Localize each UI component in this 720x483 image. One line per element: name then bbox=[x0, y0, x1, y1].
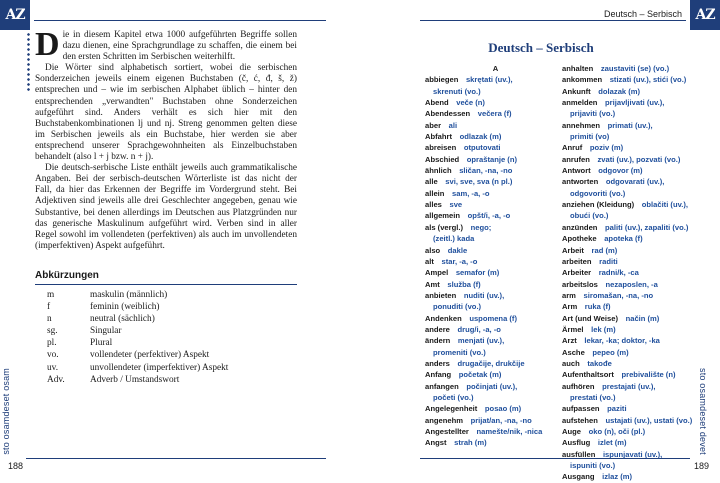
serbian-translation: otputovati bbox=[463, 143, 501, 153]
german-term: also bbox=[425, 245, 441, 255]
serbian-translation: sve bbox=[449, 200, 463, 210]
serbian-translation: pepeo (m) bbox=[592, 347, 629, 357]
german-term: anziehen (Kleidung) bbox=[562, 200, 635, 210]
german-term: anhalten bbox=[562, 64, 594, 73]
serbian-translation: svi, sve, sva (n pl.) bbox=[445, 177, 513, 187]
german-term: Abfahrt bbox=[425, 132, 452, 142]
dictionary-entry bbox=[425, 358, 560, 369]
dictionary-entry bbox=[425, 267, 560, 278]
serbian-translation: drugačije, drukčije bbox=[457, 358, 525, 368]
dictionary-entry bbox=[562, 188, 697, 199]
german-term: Ausgang bbox=[562, 472, 595, 482]
serbian-translation: menjati (uv.), bbox=[457, 336, 505, 346]
abbreviation-key: pl. bbox=[47, 338, 57, 349]
dictionary-entry bbox=[562, 358, 697, 369]
dictionary-entry bbox=[425, 222, 560, 233]
serbian-translation: izlaz (m) bbox=[602, 472, 633, 482]
abbreviation-key: f bbox=[47, 302, 51, 313]
german-term: Angestellter bbox=[425, 427, 469, 436]
dictionary-entry bbox=[562, 460, 697, 471]
decorative-dot-bar bbox=[26, 32, 31, 92]
german-term: Aufenthaltsort bbox=[562, 370, 614, 380]
german-term: Arzt bbox=[562, 336, 577, 346]
abbreviation-value: vollendeter (perfektiver) Aspekt bbox=[90, 350, 210, 361]
abbreviations-title: Abkürzungen bbox=[35, 270, 297, 285]
serbian-translation: odgovor (m) bbox=[598, 166, 643, 176]
german-term: Arm bbox=[562, 302, 578, 312]
dictionary-column-2 bbox=[562, 63, 697, 483]
serbian-translation: namešte/nik, -nica bbox=[476, 427, 543, 436]
dictionary-entry bbox=[562, 267, 697, 278]
dictionary-entry bbox=[425, 290, 560, 301]
dictionary-entry bbox=[425, 301, 560, 312]
intro-paragraph-1 bbox=[35, 26, 297, 63]
section-title: Deutsch – Serbisch bbox=[488, 40, 594, 55]
german-term: Ampel bbox=[425, 268, 449, 278]
serbian-translation: nezaposlen, -a bbox=[605, 279, 658, 289]
serbian-translation: počinjati (uv.), bbox=[466, 381, 518, 391]
intro-p1-text: ie in diesem Kapitel etwa 1000 aufgeführten Begriffe sollen dazu dienen, eine Sprachgrundlage zu schaffen, die einem bei den ersten Schritten im Serbischen weiterhilft. bbox=[62, 30, 297, 63]
abbreviation-row bbox=[47, 313, 297, 325]
serbian-translation: ispuniti (vo.) bbox=[570, 461, 616, 471]
german-term: aufpassen bbox=[562, 404, 600, 414]
serbian-translation: stizati (uv.), stići (vo.) bbox=[609, 75, 687, 85]
german-term: aber bbox=[425, 120, 442, 130]
serbian-translation: početak (m) bbox=[458, 370, 502, 380]
serbian-translation: star, -a, -o bbox=[441, 256, 478, 266]
serbian-translation: ustajati (uv.), ustati (vo.) bbox=[605, 415, 693, 425]
dictionary-entry bbox=[425, 86, 560, 97]
running-head: Deutsch – Serbisch bbox=[603, 9, 682, 19]
serbian-translation: opšt/i, -a, -o bbox=[467, 211, 511, 221]
german-term: Angelegenheit bbox=[425, 404, 478, 414]
serbian-translation: prijaviti (vo.) bbox=[570, 109, 616, 119]
header-rule-right bbox=[420, 20, 686, 21]
german-term: arbeiten bbox=[562, 256, 592, 266]
german-term: Abendessen bbox=[425, 109, 471, 119]
german-term: Ärmel bbox=[562, 324, 584, 334]
dictionary-entry bbox=[425, 210, 560, 221]
dictionary-entry bbox=[562, 301, 697, 312]
page-number-right: 189 bbox=[694, 461, 710, 471]
page-number-left: 188 bbox=[8, 461, 24, 471]
dictionary-column-1 bbox=[425, 63, 560, 449]
serbian-translation: obući (vo.) bbox=[570, 211, 609, 221]
german-term: Art (und Weise) bbox=[562, 313, 618, 323]
german-term: ähnlich bbox=[425, 166, 452, 176]
german-term: ankommen bbox=[562, 75, 603, 85]
serbian-translation: rad (m) bbox=[591, 245, 618, 255]
serbian-translation: (zeitl.) kada bbox=[433, 234, 475, 244]
serbian-translation: skrenuti (vo.) bbox=[433, 86, 481, 96]
german-term: Abend bbox=[425, 98, 449, 108]
german-term: Anruf bbox=[562, 143, 583, 153]
dictionary-entry bbox=[562, 108, 697, 119]
serbian-translation: ispunjavati (uv.), bbox=[602, 449, 663, 459]
dictionary-entry bbox=[562, 210, 697, 221]
serbian-translation: paliti (uv.), zapaliti (vo.) bbox=[605, 222, 689, 232]
abbreviation-value: maskulin (männlich) bbox=[90, 290, 168, 300]
serbian-translation: poziv (m) bbox=[589, 143, 624, 153]
dictionary-entry bbox=[425, 279, 560, 290]
german-term: angenehm bbox=[425, 415, 463, 425]
serbian-translation: oko (n), oči (pl.) bbox=[588, 427, 646, 436]
dictionary-entry bbox=[425, 108, 560, 119]
dictionary-entry bbox=[562, 120, 697, 131]
az-logo-left: AZ bbox=[0, 0, 30, 30]
dictionary-entry bbox=[425, 335, 560, 346]
german-term: Angst bbox=[425, 438, 447, 448]
serbian-translation: posao (m) bbox=[484, 404, 522, 414]
dictionary-entry bbox=[562, 142, 697, 153]
german-term: alles bbox=[425, 200, 442, 210]
abbreviation-key: n bbox=[47, 314, 52, 325]
abbreviation-row bbox=[47, 337, 297, 349]
german-term: Anfang bbox=[425, 370, 452, 380]
dictionary-entry bbox=[425, 437, 560, 448]
serbian-translation: odgovoriti (vo.) bbox=[570, 188, 626, 198]
abbreviations-list bbox=[47, 289, 297, 386]
dictionary-entry bbox=[425, 347, 560, 358]
serbian-translation: prijat/an, -na, -no bbox=[470, 415, 532, 425]
dictionary-entry bbox=[425, 403, 560, 414]
serbian-translation: nego; bbox=[470, 222, 492, 232]
abbreviation-row bbox=[47, 301, 297, 313]
abbreviation-row bbox=[47, 349, 297, 361]
german-term: anders bbox=[425, 358, 450, 368]
dictionary-entry bbox=[562, 313, 697, 324]
german-term: allein bbox=[425, 188, 445, 198]
german-term: Arbeit bbox=[562, 245, 584, 255]
serbian-translation: raditi bbox=[599, 256, 618, 266]
german-term: Abschied bbox=[425, 154, 460, 164]
drop-cap: D bbox=[35, 26, 60, 63]
dictionary-entry bbox=[425, 154, 560, 165]
serbian-translation: lek (m) bbox=[591, 324, 616, 334]
german-term: Asche bbox=[562, 347, 585, 357]
german-term: aufhören bbox=[562, 381, 595, 391]
german-term: abbiegen bbox=[425, 75, 459, 85]
serbian-translation: odgovarati (uv.), bbox=[605, 177, 665, 187]
abbreviation-value: Adverb / Umstandswort bbox=[90, 374, 180, 385]
serbian-translation: prijavljivati (uv.), bbox=[605, 98, 665, 108]
german-term: arbeitslos bbox=[562, 279, 598, 289]
german-term: anmelden bbox=[562, 98, 598, 108]
dictionary-entry bbox=[425, 245, 560, 256]
serbian-translation: radni/k, -ca bbox=[598, 268, 639, 278]
dictionary-entry bbox=[562, 86, 697, 97]
german-term: Antwort bbox=[562, 166, 591, 176]
dictionary-entry bbox=[562, 222, 697, 233]
serbian-translation: drug/i, -a, -o bbox=[457, 324, 501, 334]
dictionary-entry bbox=[425, 165, 560, 176]
intro-text bbox=[35, 26, 297, 252]
serbian-translation: izlet (m) bbox=[597, 438, 627, 448]
dictionary-entry bbox=[562, 131, 697, 142]
dictionary-entry bbox=[562, 199, 697, 210]
german-term: annehmen bbox=[562, 120, 600, 130]
dictionary-entry bbox=[562, 324, 697, 335]
dictionary-entry bbox=[562, 437, 697, 448]
dictionary-entry bbox=[425, 131, 560, 142]
intro-paragraph-2: Die Wörter sind alphabetisch sortiert, wobei die serbischen Sonderzeichen jeweils einem eigenen Buchstaben (č, ć, đ, š, ž) entsprechen und – wie im serbischen Alphabet üblich – hinter den entsprechenden „verwandten" Buchstaben ohne Sonderzeichen aufgeführt sind. Anders verhält es sich hier mit den Buchstabenkombinationen lj und nj. Streng genommen gelten diese im Serbischen jeweils als ein Buchstabe, hier werden sie aber entsprechend unserer Sprachgewohnheiten als Einzelbuchstaben behandelt (also l + j bzw. n + j). bbox=[35, 63, 297, 163]
side-label-left: sto osamdeset osam bbox=[1, 368, 11, 455]
abbreviation-value: Plural bbox=[90, 338, 113, 349]
serbian-translation: dolazak (m) bbox=[598, 86, 641, 96]
dictionary-entry bbox=[562, 154, 697, 165]
german-term: als (vergl.) bbox=[425, 222, 463, 232]
dictionary-entry bbox=[562, 381, 697, 392]
abbreviation-row bbox=[47, 362, 297, 374]
dictionary-entry bbox=[425, 74, 560, 85]
serbian-translation: ali bbox=[448, 120, 458, 130]
german-term: Auge bbox=[562, 427, 581, 436]
dictionary-entry bbox=[562, 63, 697, 74]
german-term: allgemein bbox=[425, 211, 461, 221]
german-term: anfangen bbox=[425, 381, 459, 391]
dictionary-entry bbox=[562, 97, 697, 108]
bottom-rule-left bbox=[26, 458, 326, 459]
dictionary-entry bbox=[425, 313, 560, 324]
letter-heading: A bbox=[492, 64, 499, 73]
dictionary-entry bbox=[562, 245, 697, 256]
dictionary-entry bbox=[562, 369, 697, 380]
abbreviation-value: neutral (sächlich) bbox=[90, 314, 155, 325]
german-term: anzünden bbox=[562, 222, 598, 232]
dictionary-entry bbox=[425, 369, 560, 380]
german-term: Arbeiter bbox=[562, 268, 592, 278]
dictionary-entry bbox=[562, 403, 697, 414]
serbian-translation: služba (f) bbox=[447, 279, 481, 289]
serbian-translation: prebivalište (n) bbox=[621, 370, 676, 380]
german-term: Amt bbox=[425, 279, 440, 289]
abbreviation-value: Singular bbox=[90, 326, 122, 337]
dictionary-entry bbox=[425, 188, 560, 199]
dictionary-entry bbox=[562, 426, 697, 437]
german-term: ändern bbox=[425, 336, 451, 346]
serbian-translation: ruka (f) bbox=[584, 302, 611, 312]
dictionary-entry bbox=[425, 381, 560, 392]
serbian-translation: semafor (m) bbox=[455, 268, 500, 278]
german-term: antworten bbox=[562, 177, 599, 187]
dictionary-entry bbox=[562, 392, 697, 403]
serbian-translation: primati (uv.), bbox=[607, 120, 653, 130]
serbian-translation: apoteka (f) bbox=[604, 234, 643, 244]
serbian-translation: sam, -a, -o bbox=[452, 188, 490, 198]
serbian-translation: uspomena (f) bbox=[469, 313, 517, 323]
dictionary-entry bbox=[425, 142, 560, 153]
serbian-translation: večera (f) bbox=[477, 109, 512, 119]
serbian-translation: zaustaviti (se) (vo.) bbox=[600, 64, 670, 73]
header-rule-left bbox=[34, 20, 326, 21]
abbreviation-key: Adv. bbox=[47, 374, 65, 385]
dictionary-entry bbox=[562, 347, 697, 358]
german-term: alle bbox=[425, 177, 438, 187]
german-term: Ausflug bbox=[562, 438, 591, 448]
abbreviation-key: uv. bbox=[47, 362, 59, 373]
dictionary-entry bbox=[425, 324, 560, 335]
serbian-translation: promeniti (vo.) bbox=[433, 347, 486, 357]
dictionary-entry bbox=[562, 335, 697, 346]
dictionary-entry bbox=[425, 415, 560, 426]
serbian-translation: početi (vo.) bbox=[433, 392, 474, 402]
dictionary-entry bbox=[425, 233, 560, 244]
serbian-translation: paziti bbox=[607, 404, 627, 414]
intro-paragraph-3: Die deutsch-serbische Liste enthält jeweils auch grammatikalische Angaben. Bei der serbisch-deutschen Wörterliste ist das nicht der Fall, da hier das Erkennen der Begriffe im Vordergrund steht. Bei Adjektiven sind jeweils alle drei Geschlechter angegeben, genau wie Substantive, bei denen allerdings im Deutschen aus Platzgründen nur das generische Maskulinum aufgeführt wird. Verben sind in aller Regel sowohl im vollendeten (perfektiven) als auch im unvollendeten (imperfektiven) Aspekt aufgeführt. bbox=[35, 163, 297, 251]
german-term: anbieten bbox=[425, 290, 457, 300]
dictionary-entry bbox=[562, 279, 697, 290]
german-term: ausfüllen bbox=[562, 449, 596, 459]
abbreviation-value: unvollendeter (imperfektiver) Aspekt bbox=[90, 362, 229, 373]
dictionary-entry bbox=[425, 199, 560, 210]
side-label-right: sto osamdeset devet bbox=[698, 368, 708, 455]
german-term: Apotheke bbox=[562, 234, 597, 244]
serbian-translation: nuditi (uv.), bbox=[463, 290, 505, 300]
serbian-translation: veče (n) bbox=[456, 98, 485, 108]
abbreviation-row bbox=[47, 325, 297, 337]
dictionary-entry bbox=[425, 392, 560, 403]
dictionary-entry bbox=[562, 449, 697, 460]
dictionary-entry bbox=[562, 256, 697, 267]
dictionary-entry bbox=[562, 471, 697, 482]
serbian-translation: takođe bbox=[587, 358, 612, 368]
serbian-translation: odlazak (m) bbox=[459, 132, 502, 142]
abbreviation-row bbox=[47, 289, 297, 301]
dictionary-entry bbox=[425, 256, 560, 267]
dictionary-entry bbox=[562, 415, 697, 426]
german-term: Ankunft bbox=[562, 86, 591, 96]
serbian-translation: sličan, -na, -no bbox=[459, 166, 513, 176]
serbian-translation: prestati (vo.) bbox=[570, 392, 616, 402]
serbian-translation: opraštanje (n) bbox=[466, 154, 517, 164]
abbreviation-key: vo. bbox=[47, 350, 59, 361]
german-term: anrufen bbox=[562, 154, 590, 164]
serbian-translation: ponuditi (vo.) bbox=[433, 302, 482, 312]
serbian-translation: prestajati (uv.), bbox=[602, 381, 656, 391]
german-term: andere bbox=[425, 324, 450, 334]
dictionary-entry bbox=[425, 176, 560, 187]
serbian-translation: oblačiti (uv.), bbox=[641, 200, 689, 210]
dictionary-entry bbox=[562, 74, 697, 85]
dictionary-entry bbox=[562, 165, 697, 176]
dictionary-entry bbox=[562, 290, 697, 301]
dictionary-entry bbox=[562, 233, 697, 244]
german-term: auch bbox=[562, 358, 580, 368]
dictionary-entry bbox=[562, 176, 697, 187]
dictionary-entry bbox=[425, 426, 560, 437]
german-term: Andenken bbox=[425, 313, 462, 323]
serbian-translation: dakle bbox=[447, 245, 468, 255]
dictionary-entry bbox=[425, 120, 560, 131]
serbian-translation: lekar, -ka; doktor, -ka bbox=[584, 336, 660, 346]
german-term: abreisen bbox=[425, 143, 457, 153]
az-logo-right: AZ bbox=[690, 0, 720, 30]
serbian-translation: primiti (vo) bbox=[570, 132, 610, 142]
german-term: arm bbox=[562, 290, 576, 300]
abbreviation-key: sg. bbox=[47, 326, 58, 337]
abbreviation-key: m bbox=[47, 290, 55, 300]
serbian-translation: siromašan, -na, -no bbox=[583, 290, 654, 300]
dictionary-entry bbox=[425, 97, 560, 108]
serbian-translation: zvati (uv.), pozvati (vo.) bbox=[597, 154, 681, 164]
serbian-translation: način (m) bbox=[625, 313, 660, 323]
serbian-translation: skrętati (uv.), bbox=[465, 75, 513, 85]
abbreviation-row bbox=[47, 374, 297, 386]
abbreviation-value: feminin (weiblich) bbox=[90, 302, 160, 313]
serbian-translation: strah (m) bbox=[454, 438, 487, 448]
german-term: alt bbox=[425, 256, 434, 266]
german-term: aufstehen bbox=[562, 415, 598, 425]
